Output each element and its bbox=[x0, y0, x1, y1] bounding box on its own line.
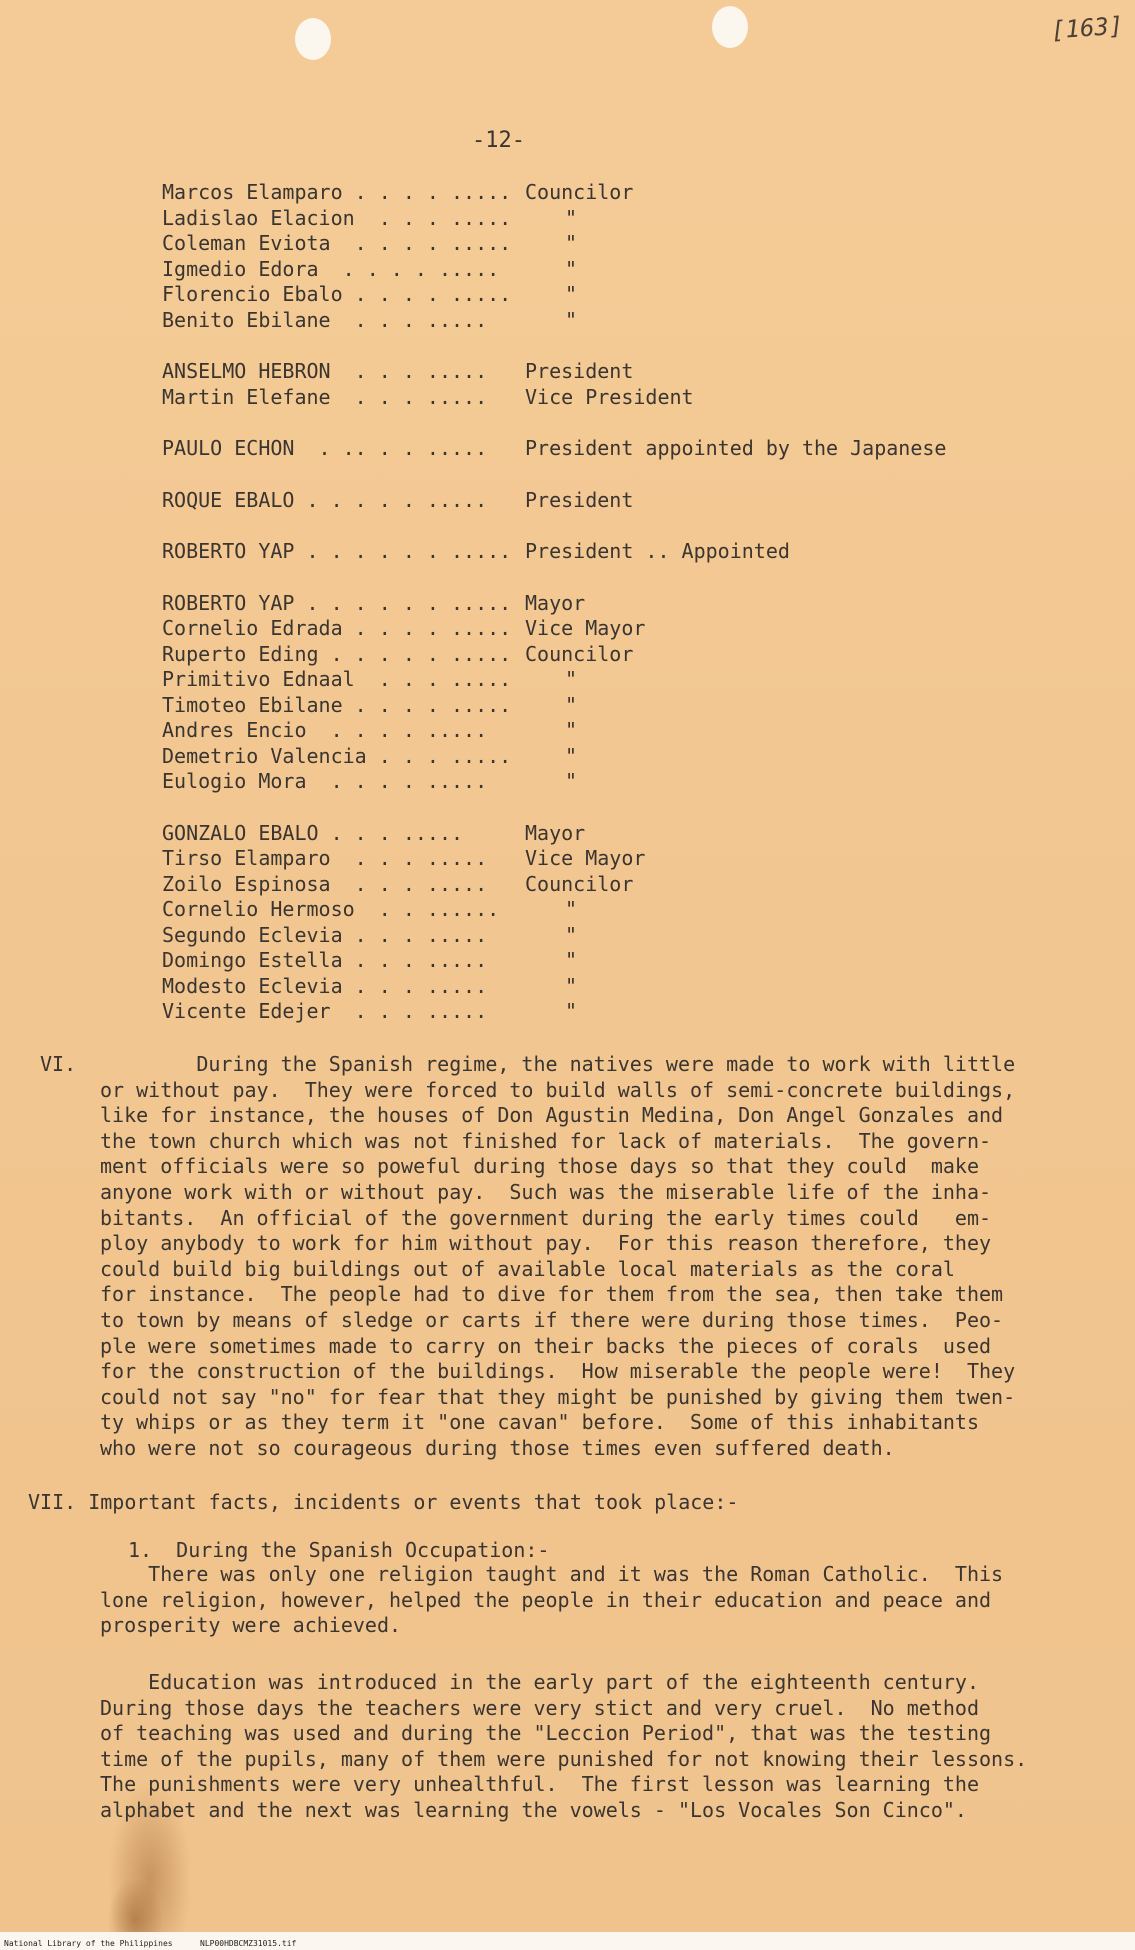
official-name: Marcos Elamparo bbox=[162, 180, 343, 204]
official-entry bbox=[162, 923, 1062, 949]
leader-dots: . . . . ..... bbox=[342, 692, 512, 717]
religion-paragraph bbox=[100, 1562, 1003, 1639]
official-lead bbox=[162, 206, 525, 232]
text-line: who were not so courageous during those times even suffered death. bbox=[100, 1435, 895, 1460]
leader-dots: . . . ..... bbox=[330, 999, 488, 1023]
official-name: Segundo Eclevia bbox=[162, 922, 343, 947]
official-lead bbox=[162, 974, 525, 1000]
text-line: for instance. The people had to dive for them from the sea, then take them bbox=[100, 1282, 1004, 1307]
official-lead bbox=[162, 616, 525, 642]
official-lead bbox=[162, 436, 525, 462]
official-name: Modesto Eclevia bbox=[162, 973, 343, 998]
text-line: The punishments were very unhealthful. The first lesson was learning the bbox=[100, 1772, 979, 1797]
official-entry bbox=[162, 769, 1062, 795]
official-lead bbox=[162, 539, 525, 565]
text-line: ty whips or as they term it "one cavan" before. Some of this inhabitants bbox=[100, 1410, 979, 1435]
official-lead bbox=[162, 923, 525, 949]
text-line: During the Spanish regime, the natives were made to work with little bbox=[100, 1052, 1016, 1076]
official-name: Igmedio Edora bbox=[162, 256, 319, 281]
official-entry bbox=[162, 282, 1062, 308]
official-lead bbox=[162, 999, 525, 1025]
official-title: Mayor bbox=[525, 820, 586, 845]
text-line: There was only one religion taught and it was the Roman Catholic. This bbox=[100, 1562, 1004, 1586]
leader-dots: . . . ..... bbox=[330, 307, 488, 332]
leader-dots: . . . . ..... bbox=[306, 769, 488, 793]
section-vii-heading: VII. Important facts, incidents or events that took place:- bbox=[28, 1490, 739, 1514]
leader-dots: . . . ..... bbox=[330, 871, 500, 896]
scan-footer bbox=[0, 1932, 1135, 1950]
officials-group bbox=[162, 180, 1062, 333]
text-line: ple were sometimes made to carry on their backs the pieces of corals used bbox=[100, 1333, 992, 1358]
official-name: Timoteo Ebilane bbox=[162, 692, 343, 717]
text-line: prosperity were achieved. bbox=[100, 1613, 402, 1638]
official-lead bbox=[162, 180, 525, 206]
official-lead bbox=[162, 231, 525, 257]
official-entry bbox=[162, 308, 1062, 334]
official-name: Ladislao Elacion bbox=[162, 205, 355, 230]
education-paragraph bbox=[100, 1670, 1027, 1824]
officials-group bbox=[162, 591, 1062, 795]
official-title: Councilor bbox=[525, 180, 634, 204]
official-lead bbox=[162, 642, 525, 668]
official-entry bbox=[162, 667, 1062, 693]
officials-group bbox=[162, 359, 1062, 410]
official-title: " bbox=[565, 718, 578, 742]
leader-dots: . . . . . . ..... bbox=[294, 539, 524, 563]
leader-dots: . . . . ..... bbox=[318, 256, 500, 281]
text-line: During those days the teachers were very stict and very cruel. No method bbox=[100, 1695, 979, 1720]
official-entry bbox=[162, 180, 1062, 206]
text-line: time of the pupils, many of them were punished for not knowing their lessons. bbox=[100, 1746, 1028, 1771]
leader-dots: . . ...... bbox=[354, 897, 500, 921]
official-title: Vice Mayor bbox=[525, 846, 646, 870]
text-line: Education was introduced in the early part of the eighteenth century. bbox=[100, 1670, 979, 1694]
official-lead bbox=[162, 488, 525, 514]
officials-group bbox=[162, 539, 1062, 565]
official-name: GONZALO EBALO bbox=[162, 820, 319, 845]
section-vi-numeral: VI. bbox=[40, 1052, 77, 1076]
leader-dots: . . . ..... bbox=[342, 973, 488, 998]
leader-dots: . . . . ..... bbox=[342, 180, 524, 204]
official-title: Mayor bbox=[525, 590, 586, 615]
official-name: ROQUE EBALO bbox=[162, 487, 295, 512]
official-entry bbox=[162, 385, 1062, 411]
official-lead bbox=[162, 308, 525, 334]
text-line: lone religion, however, helped the people in their education and peace and bbox=[100, 1587, 992, 1612]
leader-dots: . .. . . ..... bbox=[294, 436, 500, 460]
official-entry bbox=[162, 436, 1062, 462]
official-entry bbox=[162, 539, 1062, 565]
file-identifier: NLP00HDBCMZ31015.tif bbox=[200, 1939, 297, 1948]
leader-dots: . . . . . ..... bbox=[318, 641, 524, 666]
official-name: Zoilo Espinosa bbox=[162, 871, 331, 896]
official-entry bbox=[162, 206, 1062, 232]
leader-dots: . . . ..... bbox=[342, 922, 488, 947]
text-line: for the construction of the buildings. How miserable the people were! They bbox=[100, 1359, 1016, 1384]
official-lead bbox=[162, 718, 525, 744]
official-entry bbox=[162, 872, 1062, 898]
official-entry bbox=[162, 897, 1062, 923]
page-number: -12- bbox=[472, 128, 525, 153]
officials-group bbox=[162, 821, 1062, 1025]
official-title: " bbox=[565, 973, 578, 998]
official-name: Benito Ebilane bbox=[162, 307, 331, 332]
official-entry bbox=[162, 257, 1062, 283]
official-entry bbox=[162, 693, 1062, 719]
official-lead bbox=[162, 359, 525, 385]
officials-roster bbox=[162, 180, 1062, 1051]
official-title: Vice Mayor bbox=[525, 616, 646, 640]
official-lead bbox=[162, 821, 525, 847]
official-title: " bbox=[565, 256, 578, 281]
leader-dots: . . . ..... bbox=[354, 205, 512, 230]
text-line: could not say "no" for fear that they might be punished by giving them twen- bbox=[100, 1384, 1016, 1409]
official-lead bbox=[162, 282, 525, 308]
official-lead bbox=[162, 744, 525, 770]
leader-dots: . . . . ..... bbox=[330, 231, 512, 255]
official-name: ROBERTO YAP bbox=[162, 539, 295, 563]
leader-dots: . . . ..... bbox=[330, 359, 500, 383]
official-title: Vice President bbox=[525, 384, 694, 409]
official-title: " bbox=[565, 948, 578, 972]
official-lead bbox=[162, 948, 525, 974]
leader-dots: . . . ..... bbox=[342, 948, 488, 972]
official-name: Ruperto Eding bbox=[162, 641, 319, 666]
official-title: President .. Appointed bbox=[525, 539, 790, 563]
text-line: of teaching was used and during the "Leccion Period", that was the testing bbox=[100, 1721, 992, 1746]
official-entry bbox=[162, 974, 1062, 1000]
official-name: Primitivo Ednaal bbox=[162, 667, 355, 691]
official-title: " bbox=[565, 231, 578, 255]
section-vi-paragraph bbox=[100, 1052, 1015, 1462]
officials-group bbox=[162, 436, 1062, 462]
official-entry bbox=[162, 718, 1062, 744]
text-line: to town by means of sledge or carts if there were during those times. Peo- bbox=[100, 1307, 1004, 1332]
punch-hole bbox=[712, 6, 748, 48]
official-entry bbox=[162, 821, 1062, 847]
text-line: the town church which was not finished for lack of materials. The govern- bbox=[100, 1128, 992, 1153]
official-name: Florencio Ebalo bbox=[162, 282, 343, 306]
leader-dots: . . . . ..... bbox=[342, 616, 524, 640]
leader-dots: . . . ..... bbox=[318, 820, 476, 845]
official-entry bbox=[162, 488, 1062, 514]
official-entry bbox=[162, 948, 1062, 974]
official-title: " bbox=[565, 743, 578, 768]
official-title: Councilor bbox=[525, 871, 634, 896]
official-title: " bbox=[565, 205, 578, 230]
leader-dots: . . . . ..... bbox=[306, 718, 488, 742]
leader-dots: . . . ..... bbox=[330, 846, 500, 870]
official-lead bbox=[162, 769, 525, 795]
official-title: " bbox=[565, 667, 578, 691]
official-title: " bbox=[565, 897, 578, 921]
official-entry bbox=[162, 231, 1062, 257]
official-lead bbox=[162, 897, 525, 923]
official-lead bbox=[162, 667, 525, 693]
text-line: alphabet and the next was learning the vowels - "Los Vocales Son Cinco". bbox=[100, 1797, 967, 1822]
official-title: " bbox=[565, 999, 578, 1023]
official-title: President appointed by the Japanese bbox=[525, 436, 947, 460]
official-name: Coleman Eviota bbox=[162, 231, 331, 255]
official-name: Martin Elefane bbox=[162, 384, 331, 409]
text-line: bitants. An official of the government during the early times could em- bbox=[100, 1205, 992, 1230]
text-line: like for instance, the houses of Don Agustin Medina, Don Angel Gonzales and bbox=[100, 1103, 1004, 1128]
section-vii-subheading: 1. During the Spanish Occupation:- bbox=[128, 1538, 550, 1562]
official-title: " bbox=[565, 282, 578, 306]
official-name: Tirso Elamparo bbox=[162, 846, 331, 870]
leader-dots: . . . . . . ..... bbox=[294, 590, 524, 615]
official-name: Andres Encio bbox=[162, 718, 307, 742]
official-entry bbox=[162, 359, 1062, 385]
official-name: Eulogio Mora bbox=[162, 769, 307, 793]
official-title: " bbox=[565, 769, 578, 793]
archive-page-mark: [163] bbox=[1049, 11, 1124, 45]
official-entry bbox=[162, 744, 1062, 770]
official-title: " bbox=[565, 922, 578, 947]
official-name: Cornelio Edrada bbox=[162, 616, 343, 640]
official-entry bbox=[162, 616, 1062, 642]
text-line: could build big buildings out of available local materials as the coral bbox=[100, 1256, 955, 1281]
official-name: Demetrio Valencia bbox=[162, 743, 367, 768]
text-line: ploy anybody to work for him without pay. For this reason therefore, they bbox=[100, 1231, 992, 1256]
official-name: Domingo Estella bbox=[162, 948, 343, 972]
leader-dots: . . . . ..... bbox=[342, 282, 512, 306]
official-lead bbox=[162, 693, 525, 719]
official-title: Councilor bbox=[525, 641, 634, 666]
text-line: ment officials were so poweful during those days so that they could make bbox=[100, 1154, 979, 1179]
official-entry bbox=[162, 846, 1062, 872]
leader-dots: . . . ..... bbox=[366, 743, 512, 768]
official-entry bbox=[162, 999, 1062, 1025]
official-title: " bbox=[565, 692, 578, 717]
official-title: President bbox=[525, 487, 634, 512]
official-name: Cornelio Hermoso bbox=[162, 897, 355, 921]
punch-hole bbox=[295, 18, 331, 60]
leader-dots: . . . ..... bbox=[330, 384, 500, 409]
official-lead bbox=[162, 385, 525, 411]
official-title: President bbox=[525, 359, 634, 383]
official-name: ROBERTO YAP bbox=[162, 590, 295, 615]
official-name: PAULO ECHON bbox=[162, 436, 295, 460]
library-credit: National Library of the Philippines bbox=[4, 1939, 173, 1948]
official-name: Vicente Edejer bbox=[162, 999, 331, 1023]
official-lead bbox=[162, 872, 525, 898]
official-name: ANSELMO HEBRON bbox=[162, 359, 331, 383]
official-entry bbox=[162, 591, 1062, 617]
officials-group bbox=[162, 488, 1062, 514]
text-line: anyone work with or without pay. Such was the miserable life of the inha- bbox=[100, 1179, 992, 1204]
official-entry bbox=[162, 642, 1062, 668]
official-lead bbox=[162, 257, 525, 283]
text-line: or without pay. They were forced to build walls of semi-concrete buildings, bbox=[100, 1077, 1016, 1102]
leader-dots: . . . . . ..... bbox=[294, 487, 500, 512]
official-lead bbox=[162, 846, 525, 872]
leader-dots: . . . ..... bbox=[354, 667, 512, 691]
official-lead bbox=[162, 591, 525, 617]
official-title: " bbox=[565, 307, 578, 332]
